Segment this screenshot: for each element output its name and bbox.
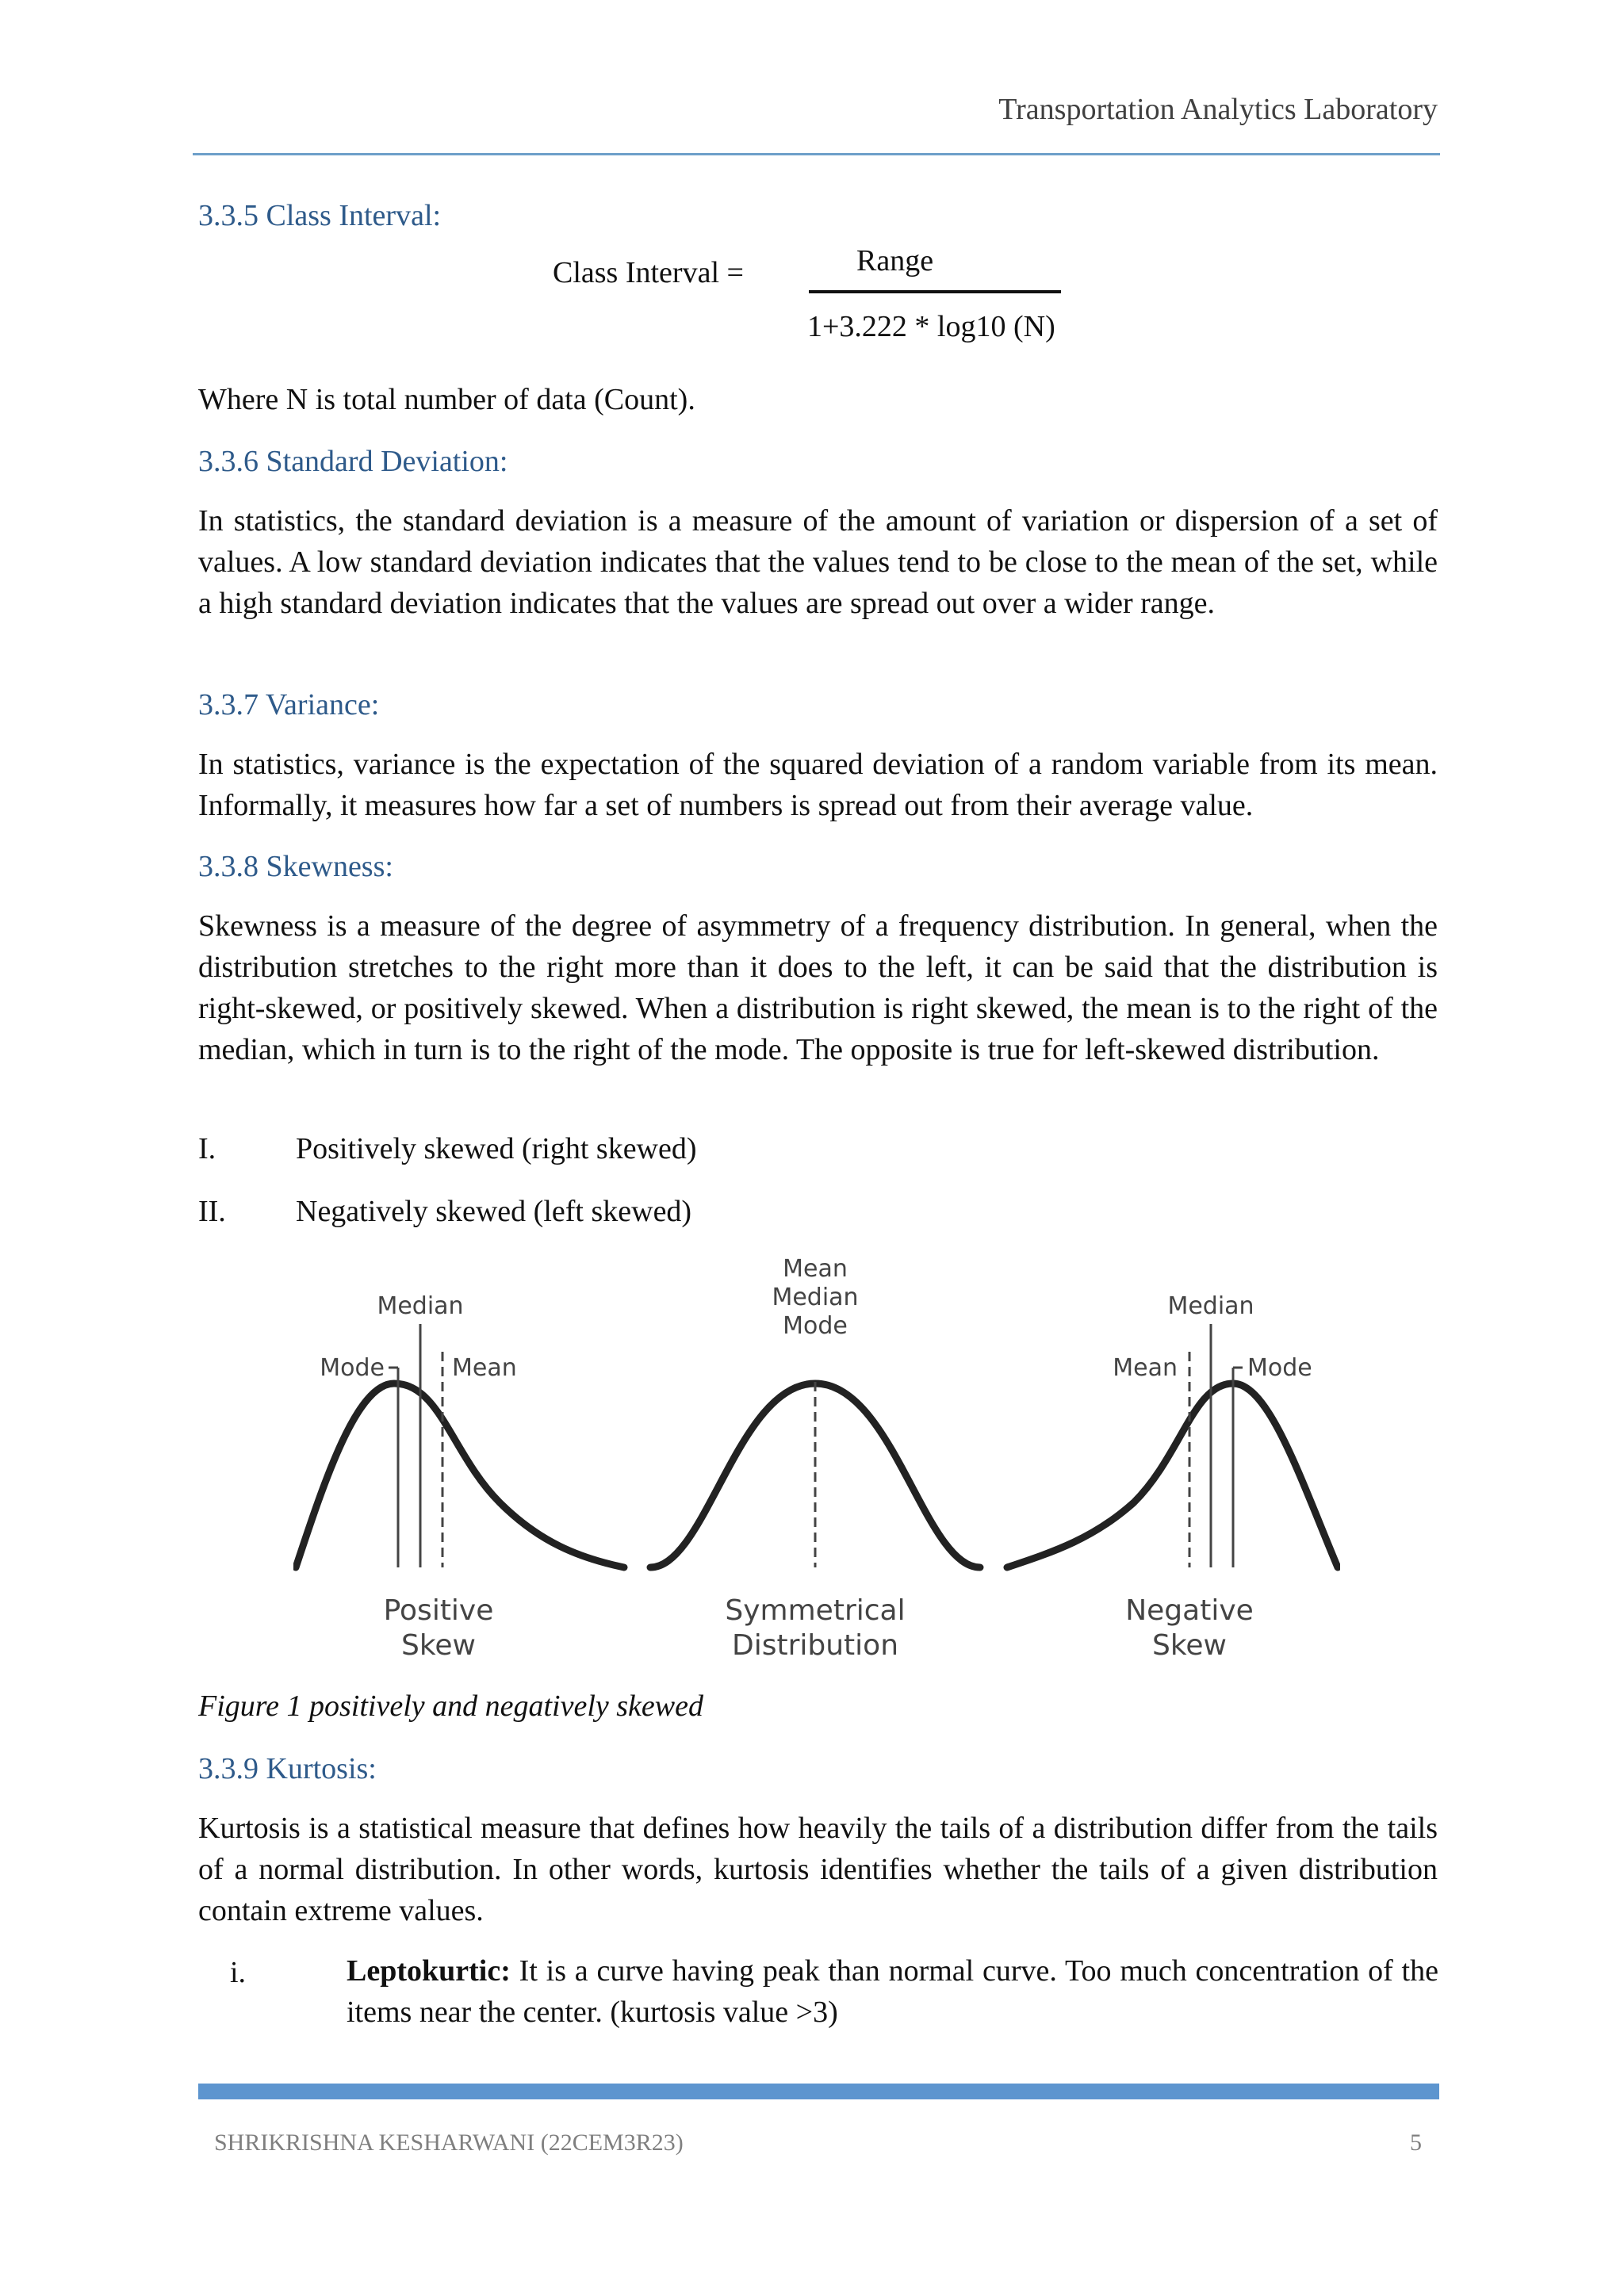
symmetric-title-line2: Distribution — [731, 1629, 899, 1661]
heading-standard-deviation: 3.3.6 Standard Deviation: — [198, 445, 508, 478]
kurtosis-paragraph: Kurtosis is a statistical measure that defines how heavily the tails of a distribution differ from the tails of a normal distribution. In other words, kurtosis identifies whether the tails of a given distribution contain extreme values. — [198, 1812, 1438, 1927]
list-item-number: II. — [198, 1195, 226, 1228]
variance-paragraph: In statistics, variance is the expectation of the squared deviation of a random variable from its mean. Informally, it measures how far a set of numbers is spread out from their average value. — [198, 748, 1438, 822]
heading-class-interval: 3.3.5 Class Interval: — [198, 199, 442, 232]
symmetric-mean-label: Mean — [783, 1257, 848, 1283]
positive-mean-label: Mean — [452, 1354, 517, 1382]
skewness-figure — [293, 1257, 1340, 1661]
kurtosis-item-number: i. — [230, 1956, 247, 1989]
footer-bar — [198, 2084, 1439, 2099]
formula-numerator: Range — [856, 244, 934, 277]
kurtosis-item — [347, 1950, 1438, 2033]
positive-skew-curve — [296, 1383, 624, 1567]
symmetric-median-label: Median — [772, 1284, 859, 1311]
skewness-paragraph: Skewness is a measure of the degree of asymmetry of a frequency distribution. In general, when the distribution stretches to the right more than it does to the left, it can be said that the distribution is right-skewed, or positively skewed. When a distribution is right skewed, the mean is to the right of the median, which in turn is to the right of the mode. The opposite is true for left-skewed distribution. — [198, 909, 1438, 1066]
negative-mean-label: Mean — [1113, 1354, 1178, 1382]
footer-author: SHRIKRISHNA KESHARWANI (22CEM3R23) — [214, 2130, 684, 2156]
positive-median-label: Median — [377, 1292, 464, 1320]
kurtosis-item-text: It is a curve having peak than normal curve. Too much concentration of the items near the center. (kurtosis value >3) — [347, 1954, 1438, 2029]
negative-skew-curve — [1007, 1383, 1338, 1567]
figure-caption: Figure 1 positively and negatively skewed — [198, 1689, 704, 1723]
formula-denominator: 1+3.222 * log10 (N) — [807, 310, 1055, 343]
header-rule — [193, 153, 1440, 155]
footer-page-number: 5 — [1410, 2130, 1422, 2156]
heading-kurtosis: 3.3.9 Kurtosis: — [198, 1752, 377, 1785]
negative-mode-label: Mode — [1247, 1354, 1312, 1382]
kurtosis-item-term: Leptokurtic: — [347, 1954, 511, 1988]
formula-note: Where N is total number of data (Count). — [198, 383, 695, 416]
symmetric-title-line1: Symmetrical — [725, 1594, 906, 1627]
positive-title-line1: Positive — [383, 1594, 494, 1627]
negative-skew-diagram — [1007, 1292, 1338, 1661]
formula-lhs: Class Interval = — [553, 256, 744, 289]
heading-variance: 3.3.7 Variance: — [198, 688, 380, 721]
positive-title-line2: Skew — [400, 1629, 477, 1661]
symmetric-diagram — [650, 1257, 980, 1661]
positive-skew-diagram — [296, 1292, 624, 1661]
fraction-bar — [809, 290, 1061, 293]
list-item-text: Negatively skewed (left skewed) — [296, 1195, 692, 1228]
list-item-number: I. — [198, 1132, 216, 1165]
list-item-text: Positively skewed (right skewed) — [296, 1132, 697, 1165]
negative-title-line2: Skew — [1151, 1629, 1228, 1661]
heading-skewness: 3.3.8 Skewness: — [198, 850, 393, 883]
positive-mode-label: Mode — [320, 1354, 385, 1382]
negative-median-label: Median — [1167, 1292, 1254, 1320]
symmetric-mode-label: Mode — [783, 1312, 848, 1340]
header-title: Transportation Analytics Laboratory — [998, 93, 1438, 126]
negative-title-line1: Negative — [1125, 1594, 1254, 1627]
std-dev-paragraph: In statistics, the standard deviation is a measure of the amount of variation or dispersion of a set of values. A low standard deviation indicates that the values tend to be close to the mean of the set, while a high standard deviation indicates that the values are spread out over a wider range. — [198, 504, 1438, 620]
